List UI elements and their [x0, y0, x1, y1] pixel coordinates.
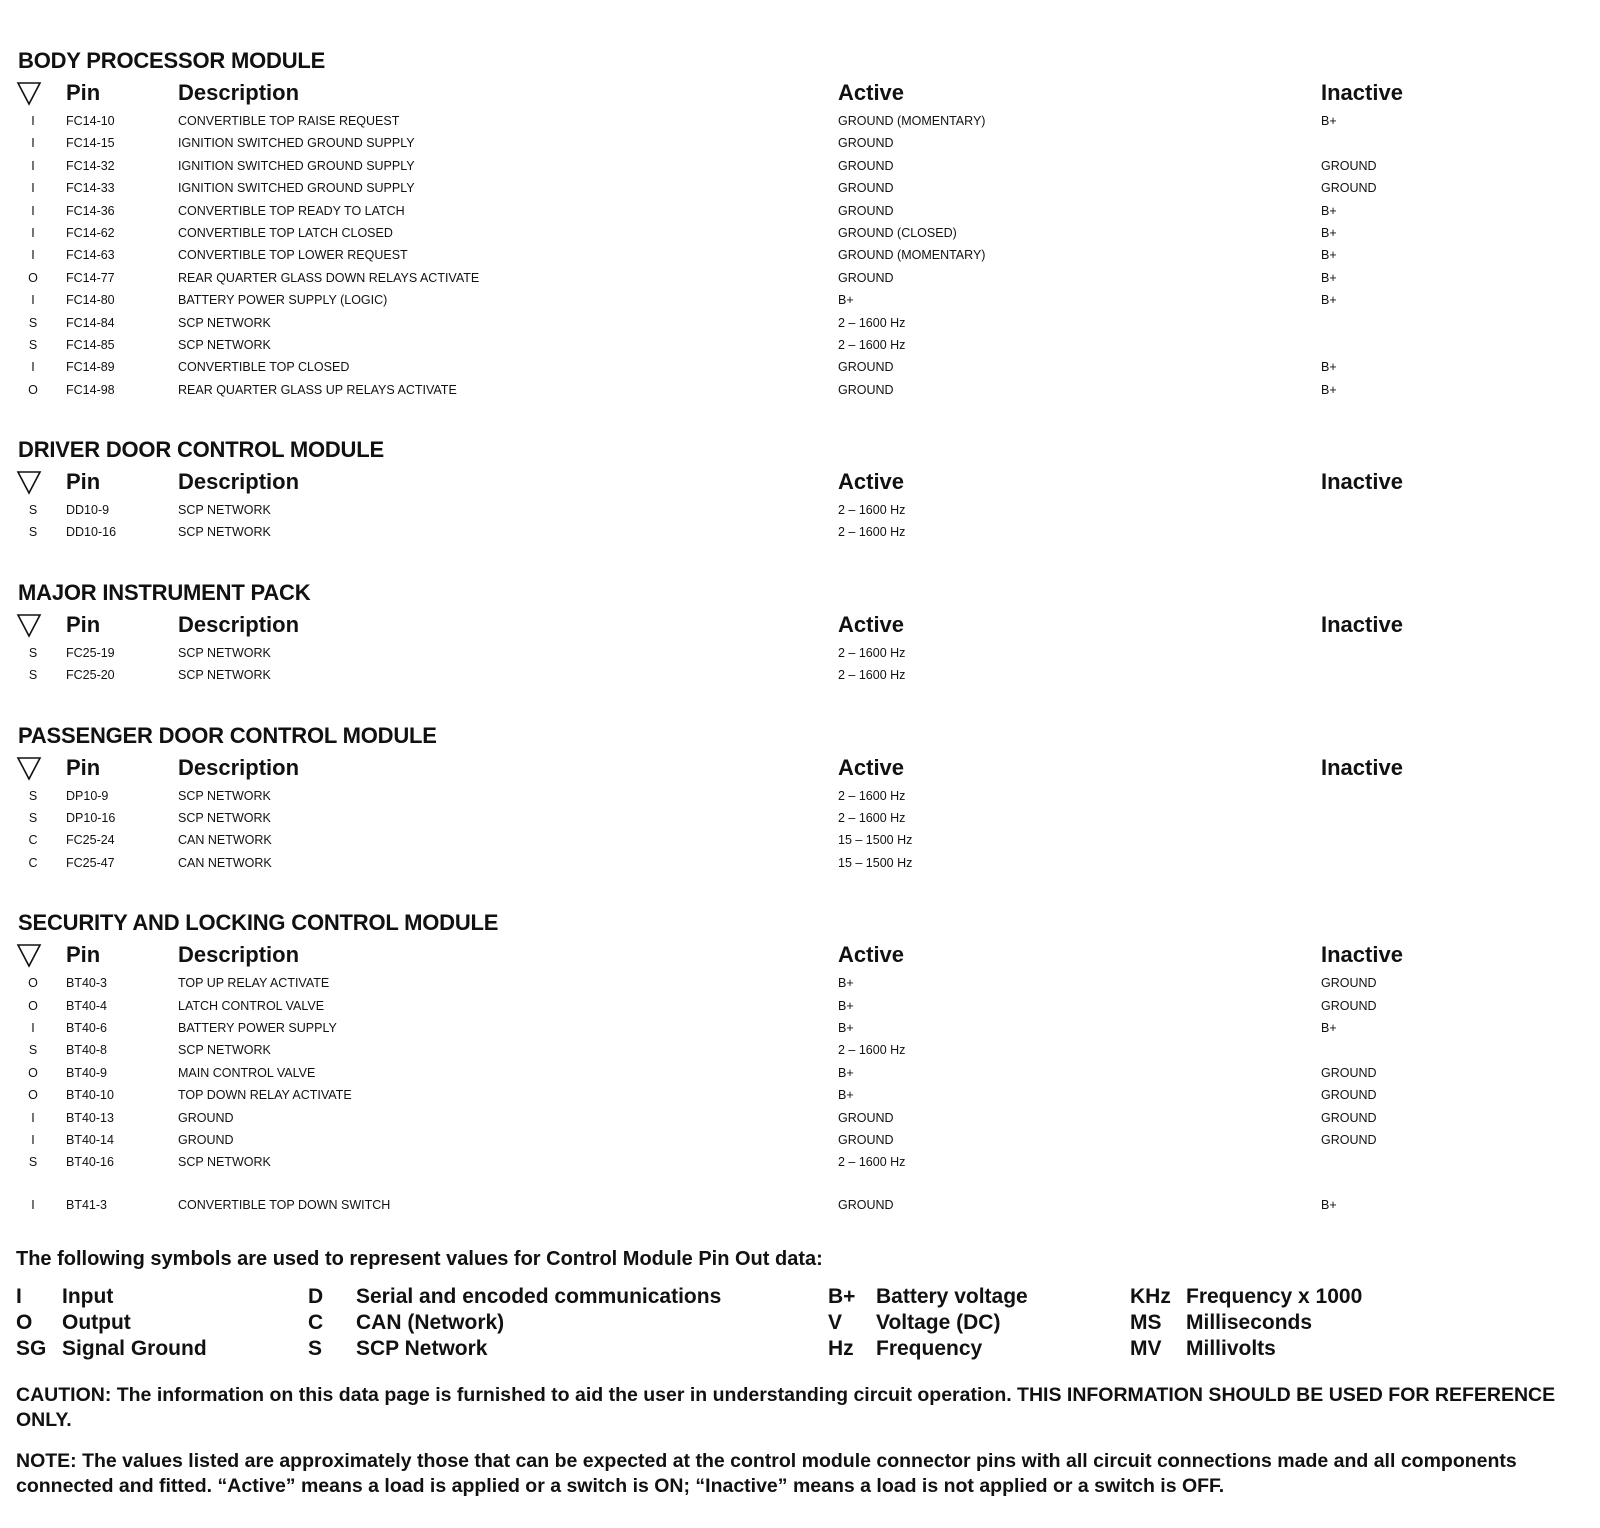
pin-description: CONVERTIBLE TOP LATCH CLOSED	[178, 225, 393, 240]
header-active: Active	[838, 80, 905, 105]
pin-type: S	[28, 668, 38, 683]
header-inactive: Inactive	[1321, 611, 1403, 637]
pin-description: GROUND	[178, 1110, 234, 1125]
active-value: GROUND	[838, 1110, 894, 1125]
pin-id: BT40-6	[66, 1020, 107, 1035]
pin-id: FC25-24	[66, 833, 115, 848]
active-value: GROUND	[838, 270, 894, 285]
pin-id: BT40-3	[66, 976, 107, 991]
active-value: GROUND	[838, 360, 894, 375]
triangle-down-icon	[16, 755, 46, 781]
table-header	[16, 80, 1584, 110]
pin-description: CAN NETWORK	[178, 833, 272, 848]
pin-id: BT40-16	[66, 1155, 114, 1170]
pin-id: FC14-15	[66, 136, 115, 151]
active-value: 2 – 1600 Hz	[838, 315, 906, 330]
caution-text: CAUTION: The information on this data page is furnished to aid the user in understanding circuit operation. THIS INFORMATION SHOULD BE USED FOR REFERENCE ONLY.	[16, 1384, 1556, 1432]
header-inactive: Inactive	[1321, 469, 1403, 495]
table-row	[16, 499, 1584, 521]
pin-id: BT40-4	[66, 998, 107, 1013]
pin-description: CONVERTIBLE TOP CLOSED	[178, 360, 350, 375]
pin-type: C	[28, 833, 38, 848]
pinout-document	[16, 48, 1584, 1499]
table-row	[16, 829, 1584, 851]
pin-type: I	[31, 136, 35, 151]
header-pin: Pin	[66, 942, 101, 968]
pin-type: O	[28, 998, 38, 1013]
pin-type: I	[31, 1110, 35, 1125]
active-value: GROUND	[838, 382, 894, 397]
pin-description: GROUND	[178, 1132, 234, 1147]
pin-type: S	[28, 788, 38, 803]
inactive-value: GROUND	[1321, 1132, 1377, 1147]
active-value: GROUND (MOMENTARY)	[838, 248, 986, 263]
triangle-down-icon	[16, 612, 46, 638]
header-pin: Pin	[66, 754, 101, 780]
active-value: 2 – 1600 Hz	[838, 525, 906, 540]
module-section	[16, 580, 1584, 687]
legend-meaning: Battery voltage	[876, 1285, 1028, 1309]
header-description: Description	[178, 80, 300, 105]
header-description: Description	[178, 469, 300, 495]
pin-id: BT40-8	[66, 1043, 107, 1058]
inactive-value: B+	[1321, 114, 1337, 128]
inactive-value: B+	[1321, 248, 1337, 263]
pin-type: O	[28, 270, 38, 285]
pin-type: O	[28, 1088, 38, 1103]
triangle-down-icon	[16, 942, 46, 968]
inactive-value: GROUND	[1321, 181, 1377, 196]
pin-description: SCP NETWORK	[178, 1155, 271, 1170]
pin-description: SCP NETWORK	[178, 668, 271, 683]
pin-type: I	[31, 360, 35, 375]
pin-id: BT41-3	[66, 1197, 107, 1212]
legend-meaning: SCP Network	[356, 1337, 488, 1361]
legend-meaning: Serial and encoded communications	[356, 1285, 722, 1309]
table-row	[16, 664, 1584, 686]
legend-code: S	[308, 1337, 323, 1361]
module-sections	[16, 48, 1584, 1216]
pin-description: SCP NETWORK	[178, 1043, 271, 1058]
header-pin: Pin	[66, 469, 101, 495]
inactive-value: B+	[1321, 1020, 1337, 1035]
header-active: Active	[838, 754, 905, 780]
pin-description: TOP DOWN RELAY ACTIVATE	[178, 1088, 352, 1103]
legend-code: Hz	[828, 1337, 854, 1361]
pin-id: FC14-89	[66, 360, 115, 375]
legend-code: SG	[16, 1337, 47, 1361]
pin-id: DP10-16	[66, 811, 116, 826]
pin-description: CONVERTIBLE TOP LOWER REQUEST	[178, 248, 408, 263]
inactive-value: B+	[1321, 225, 1337, 240]
table-row	[16, 972, 1584, 994]
legend-code: MV	[1130, 1337, 1162, 1361]
table-row	[16, 334, 1584, 356]
note-text: NOTE: The values listed are approximately those that can be expected at the control module connector pins with all circuit connections made and all components connected and fitted. “Active” means a load is applied or a switch is ON; “Inactive” means a load is not applied or a switch is OFF.	[16, 1450, 1517, 1498]
table-row	[16, 155, 1584, 177]
table-header	[16, 469, 1584, 499]
legend-meaning: Signal Ground	[62, 1337, 207, 1361]
table-header	[16, 755, 1584, 785]
active-value: 2 – 1600 Hz	[838, 1043, 906, 1058]
pin-id: FC14-10	[66, 114, 115, 128]
pin-type: S	[28, 811, 38, 826]
active-value: 2 – 1600 Hz	[838, 811, 906, 826]
pin-description: CONVERTIBLE TOP DOWN SWITCH	[178, 1197, 391, 1212]
active-value: GROUND	[838, 136, 894, 151]
pin-description: BATTERY POWER SUPPLY	[178, 1020, 337, 1035]
table-row	[16, 807, 1584, 829]
pin-type: S	[28, 315, 38, 330]
pin-id: FC14-62	[66, 225, 115, 240]
legend-code: MS	[1130, 1311, 1162, 1335]
legend-meaning: Input	[62, 1285, 114, 1309]
inactive-value: B+	[1321, 203, 1337, 218]
legend-meaning: Frequency x 1000	[1186, 1285, 1363, 1309]
inactive-value: GROUND	[1321, 158, 1377, 173]
table-row	[16, 267, 1584, 289]
pin-id: FC14-33	[66, 181, 115, 196]
pin-type: S	[28, 337, 38, 352]
pin-description: CONVERTIBLE TOP READY TO LATCH	[178, 203, 405, 218]
legend-meaning: Milliseconds	[1186, 1311, 1313, 1335]
legend-code: I	[16, 1285, 22, 1309]
table-row	[16, 379, 1584, 401]
legend-code: O	[16, 1311, 33, 1335]
active-value: 2 – 1600 Hz	[838, 503, 906, 518]
module-section	[16, 48, 1584, 401]
pin-id: FC14-80	[66, 293, 115, 308]
table-row	[16, 222, 1584, 244]
active-value: 2 – 1600 Hz	[838, 645, 906, 660]
table-row	[16, 852, 1584, 874]
pin-type: I	[31, 158, 35, 173]
active-value: GROUND (MOMENTARY)	[838, 114, 986, 128]
table-row	[16, 1129, 1584, 1151]
pin-type: S	[28, 645, 38, 660]
module-title: MAJOR INSTRUMENT PACK	[18, 579, 311, 605]
header-inactive: Inactive	[1321, 754, 1403, 780]
table-row	[16, 1151, 1584, 1173]
active-value: B+	[838, 1088, 854, 1103]
inactive-value: B+	[1321, 293, 1337, 308]
active-value: GROUND	[838, 1197, 894, 1212]
pin-id: FC14-36	[66, 203, 115, 218]
legend-code: D	[308, 1285, 324, 1309]
legend-meaning: Frequency	[876, 1337, 983, 1361]
inactive-value: GROUND	[1321, 1065, 1377, 1080]
table-row	[16, 642, 1584, 664]
active-value: B+	[838, 998, 854, 1013]
pin-id: DD10-16	[66, 525, 117, 540]
table-row	[16, 1084, 1584, 1106]
pin-description: IGNITION SWITCHED GROUND SUPPLY	[178, 136, 415, 151]
pin-id: DP10-9	[66, 788, 109, 803]
table-row	[16, 110, 1584, 132]
pin-description: SCP NETWORK	[178, 525, 271, 540]
active-value: 2 – 1600 Hz	[838, 788, 906, 803]
active-value: GROUND (CLOSED)	[838, 225, 957, 240]
pin-type: I	[31, 1197, 35, 1212]
table-header	[16, 612, 1584, 642]
module-section	[16, 910, 1584, 1216]
pin-type: I	[31, 293, 35, 308]
active-value: 2 – 1600 Hz	[838, 337, 906, 352]
pin-id: FC25-19	[66, 645, 115, 660]
header-inactive: Inactive	[1321, 942, 1403, 968]
pin-id: FC14-98	[66, 382, 115, 397]
inactive-value: GROUND	[1321, 1110, 1377, 1125]
legend-code: V	[828, 1311, 843, 1335]
active-value: B+	[838, 293, 854, 308]
pin-description: CONVERTIBLE TOP RAISE REQUEST	[178, 114, 400, 128]
legend-meaning: Millivolts	[1186, 1337, 1276, 1361]
pin-description: SCP NETWORK	[178, 503, 271, 518]
legend-code: KHz	[1130, 1285, 1171, 1309]
active-value: B+	[838, 976, 854, 991]
inactive-value: GROUND	[1321, 998, 1377, 1013]
pin-type: I	[31, 203, 35, 218]
table-row	[16, 132, 1584, 154]
module-title: DRIVER DOOR CONTROL MODULE	[18, 437, 384, 463]
active-value: 2 – 1600 Hz	[838, 1155, 906, 1170]
pin-description: TOP UP RELAY ACTIVATE	[178, 976, 330, 991]
pin-id: DD10-9	[66, 503, 110, 518]
active-value: 2 – 1600 Hz	[838, 668, 906, 683]
pin-description: BATTERY POWER SUPPLY (LOGIC)	[178, 293, 388, 308]
pin-description: SCP NETWORK	[178, 337, 271, 352]
pin-type: I	[31, 1020, 35, 1035]
pin-description: SCP NETWORK	[178, 645, 271, 660]
active-value: GROUND	[838, 1132, 894, 1147]
legend-meaning: Voltage (DC)	[876, 1311, 1001, 1335]
pin-type: S	[28, 503, 38, 518]
pin-description: SCP NETWORK	[178, 788, 271, 803]
symbol-legend	[16, 1285, 1584, 1367]
pin-description: SCP NETWORK	[178, 811, 271, 826]
legend-code: C	[308, 1311, 324, 1335]
table-row	[16, 521, 1584, 543]
table-row	[16, 1062, 1584, 1084]
pin-type: O	[28, 382, 38, 397]
pin-type: S	[28, 1155, 38, 1170]
legend-code: B+	[828, 1285, 856, 1309]
pin-id: FC14-63	[66, 248, 115, 263]
active-value: GROUND	[838, 158, 894, 173]
inactive-value: B+	[1321, 382, 1337, 397]
pin-id: BT40-9	[66, 1065, 107, 1080]
pin-id: FC25-47	[66, 855, 115, 870]
table-row	[16, 177, 1584, 199]
pin-type: I	[31, 1132, 35, 1147]
module-section	[16, 437, 1584, 544]
pin-description: SCP NETWORK	[178, 315, 271, 330]
pin-description: IGNITION SWITCHED GROUND SUPPLY	[178, 181, 415, 196]
pin-id: FC25-20	[66, 668, 115, 683]
pin-description: LATCH CONTROL VALVE	[178, 998, 325, 1013]
table-row	[16, 1039, 1584, 1061]
module-title: BODY PROCESSOR MODULE	[18, 48, 326, 73]
pin-type: I	[31, 225, 35, 240]
active-value: B+	[838, 1020, 854, 1035]
pin-id: BT40-10	[66, 1088, 114, 1103]
table-row	[16, 1194, 1584, 1216]
pin-type: O	[28, 976, 38, 991]
table-row	[16, 200, 1584, 222]
inactive-value: B+	[1321, 360, 1337, 375]
table-row	[16, 244, 1584, 266]
pin-description: REAR QUARTER GLASS UP RELAYS ACTIVATE	[178, 382, 457, 397]
header-active: Active	[838, 469, 905, 495]
table-row	[16, 1017, 1584, 1039]
header-description: Description	[178, 942, 300, 968]
pin-id: FC14-77	[66, 270, 115, 285]
pin-type: O	[28, 1065, 38, 1080]
header-pin: Pin	[66, 80, 101, 105]
header-description: Description	[178, 754, 300, 780]
pin-id: BT40-13	[66, 1110, 114, 1125]
pin-id: BT40-14	[66, 1132, 114, 1147]
active-value: GROUND	[838, 181, 894, 196]
pin-type: I	[31, 114, 35, 128]
pin-description: MAIN CONTROL VALVE	[178, 1065, 316, 1080]
inactive-value: GROUND	[1321, 1088, 1377, 1103]
table-row	[16, 785, 1584, 807]
active-value: 15 – 1500 Hz	[838, 855, 913, 870]
header-pin: Pin	[66, 611, 101, 637]
table-row	[16, 312, 1584, 334]
pin-id: FC14-32	[66, 158, 115, 173]
table-row	[16, 995, 1584, 1017]
table-row	[16, 1107, 1584, 1129]
active-value: GROUND	[838, 203, 894, 218]
inactive-value: B+	[1321, 1197, 1337, 1212]
pin-type: S	[28, 525, 38, 540]
pin-type: I	[31, 181, 35, 196]
module-title: PASSENGER DOOR CONTROL MODULE	[18, 722, 437, 748]
active-value: B+	[838, 1065, 854, 1080]
pin-type: S	[28, 1043, 38, 1058]
triangle-down-icon	[16, 80, 46, 106]
pin-type: I	[31, 248, 35, 263]
table-row	[16, 289, 1584, 311]
table-row	[16, 356, 1584, 378]
pin-id: FC14-85	[66, 337, 115, 352]
header-active: Active	[838, 942, 905, 968]
pin-description: CAN NETWORK	[178, 855, 272, 870]
header-active: Active	[838, 611, 905, 637]
pin-id: FC14-84	[66, 315, 115, 330]
header-inactive: Inactive	[1321, 80, 1403, 105]
triangle-down-icon	[16, 469, 46, 495]
inactive-value: GROUND	[1321, 976, 1377, 991]
pin-description: IGNITION SWITCHED GROUND SUPPLY	[178, 158, 415, 173]
table-header	[16, 942, 1584, 972]
pin-type: C	[28, 855, 38, 870]
module-section	[16, 723, 1584, 875]
header-description: Description	[178, 611, 300, 637]
pin-description: REAR QUARTER GLASS DOWN RELAYS ACTIVATE	[178, 270, 480, 285]
module-title: SECURITY AND LOCKING CONTROL MODULE	[18, 910, 499, 936]
active-value: 15 – 1500 Hz	[838, 833, 913, 848]
inactive-value: B+	[1321, 270, 1337, 285]
legend-meaning: Output	[62, 1311, 131, 1335]
legend-meaning: CAN (Network)	[356, 1311, 505, 1335]
symbols-intro: The following symbols are used to represent values for Control Module Pin Out data:	[16, 1248, 823, 1271]
